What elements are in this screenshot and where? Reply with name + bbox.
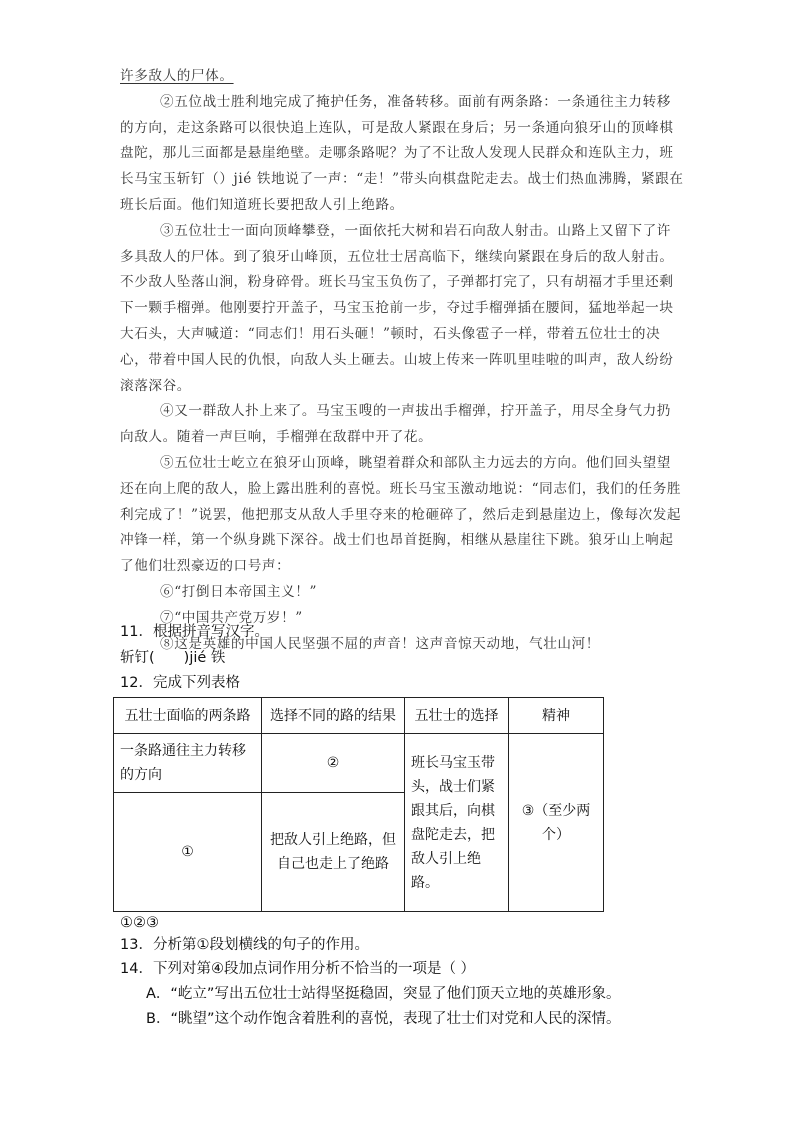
paragraph-5: ⑤五位壮士屹立在狼牙山顶峰，眺望着群众和部队主力远去的方向。他们回头望望还在向上爬的敌人，脸上露出胜利的喜悦。班长马宝玉激动地说：“同志们，我们的任务胜利完成了！”说罢，他把那支从敌人手里夺来的枪砸碎了，然后走到悬崖边上，像每次发起冲锋一样，第一个纵身跳下深谷。战士们也昂首挺胸，相继从悬崖往下跳。狼牙山上响起了他们壮烈豪迈的口号声： xyxy=(120,454,682,575)
question-14-title: 14．下列对第④段加点词作用分析不恰当的一项是（ ） xyxy=(120,961,476,977)
question-11-blank[interactable]: 斩钉( )jié 铁 xyxy=(120,650,226,666)
table-cell-choice: 班长马宝玉带头，战士们紧跟其后，向棋盘陀走去，把敌人引上绝路。 xyxy=(405,734,509,912)
question-12-table xyxy=(113,697,604,912)
answer-blank-2[interactable]: ② xyxy=(262,734,405,793)
paragraph-7: ⑦“中国共产党万岁！” xyxy=(160,609,303,626)
reading-passage xyxy=(120,64,684,657)
paragraph-8: ⑧这是英雄的中国人民坚强不屈的声音！这声音惊天动地，气壮山河！ xyxy=(160,635,601,652)
paragraph-0 xyxy=(120,64,684,90)
table-header-row xyxy=(114,698,604,734)
table-header: 五壮士面临的两条路 xyxy=(114,698,262,734)
underlined-sentence: 许多敌人的尸体。 xyxy=(120,68,234,84)
paragraph-6: ⑥“打倒日本帝国主义！” xyxy=(160,583,318,600)
option-b[interactable]: B．“眺望”这个动作饱含着胜利的喜悦，表现了壮士们对党和人民的深情。 xyxy=(146,1011,621,1027)
question-11-title: 11．根据拼音写汉字。 xyxy=(120,624,269,640)
paragraph-4: ④又一群敌人扑上来了。马宝玉嗖的一声拔出手榴弹，拧开盖子，用尽全身气力扔向敌人。随着一声巨响，手榴弹在敌群中开了花。 xyxy=(120,403,671,446)
table-row xyxy=(114,734,604,793)
question-12-title: 12．完成下列表格 xyxy=(120,675,240,691)
table-cell: 一条路通往主力转移的方向 xyxy=(114,734,262,793)
paragraph-2: ②五位战士胜利地完成了掩护任务，准备转移。面前有两条路：一条通往主力转移的方向，走这条路可以很快追上连队，可是敌人紧跟在身后；另一条通向狼牙山的顶峰棋盘陀，那儿三面都是悬崖绝壁。走哪条路呢？为了不让敌人发现人民群众和连队主力，班长马宝玉斩钉（）jié 铁地说了一声：“走！”带头向棋盘陀走去。战士们热血沸腾，紧跟在班长后面。他们知道班长要把敌人引上绝路。 xyxy=(120,93,684,213)
question-13-title: 13．分析第①段划横线的句子的作用。 xyxy=(120,937,369,953)
question-12-answer-line[interactable]: ①②③ xyxy=(120,915,159,931)
table-header: 五壮士的选择 xyxy=(405,698,509,734)
answer-blank-3[interactable]: ③（至少两个） xyxy=(509,734,604,912)
table-header: 选择不同的路的结果 xyxy=(262,698,405,734)
table-cell: 把敌人引上绝路，但自己也走上了绝路 xyxy=(262,793,405,912)
answer-blank-1[interactable]: ① xyxy=(114,793,262,912)
paragraph-3: ③五位壮士一面向顶峰攀登，一面依托大树和岩石向敌人射击。山路上又留下了许多具敌人的尸体。到了狼牙山峰顶，五位壮士居高临下，继续向紧跟在身后的敌人射击。不少敌人坠落山涧，粉身碎骨。班长马宝玉负伤了，子弹都打完了，只有胡福才手里还剩下一颗手榴弹。他刚要拧开盖子，马宝玉抢前一步，夺过手榴弹插在腰间，猛地举起一块大石头，大声喊道：“同志们！用石头砸！”顿时，石头像雹子一样，带着五位壮士的决心，带着中国人民的仇恨，向敌人头上砸去。山坡上传来一阵叽里哇啦的叫声，敌人纷纷滚落深谷。 xyxy=(120,222,674,394)
option-a[interactable]: A．“屹立”写出五位壮士站得坚挺稳固，突显了他们顶天立地的英雄形象。 xyxy=(146,986,621,1002)
table-header: 精神 xyxy=(509,698,604,734)
